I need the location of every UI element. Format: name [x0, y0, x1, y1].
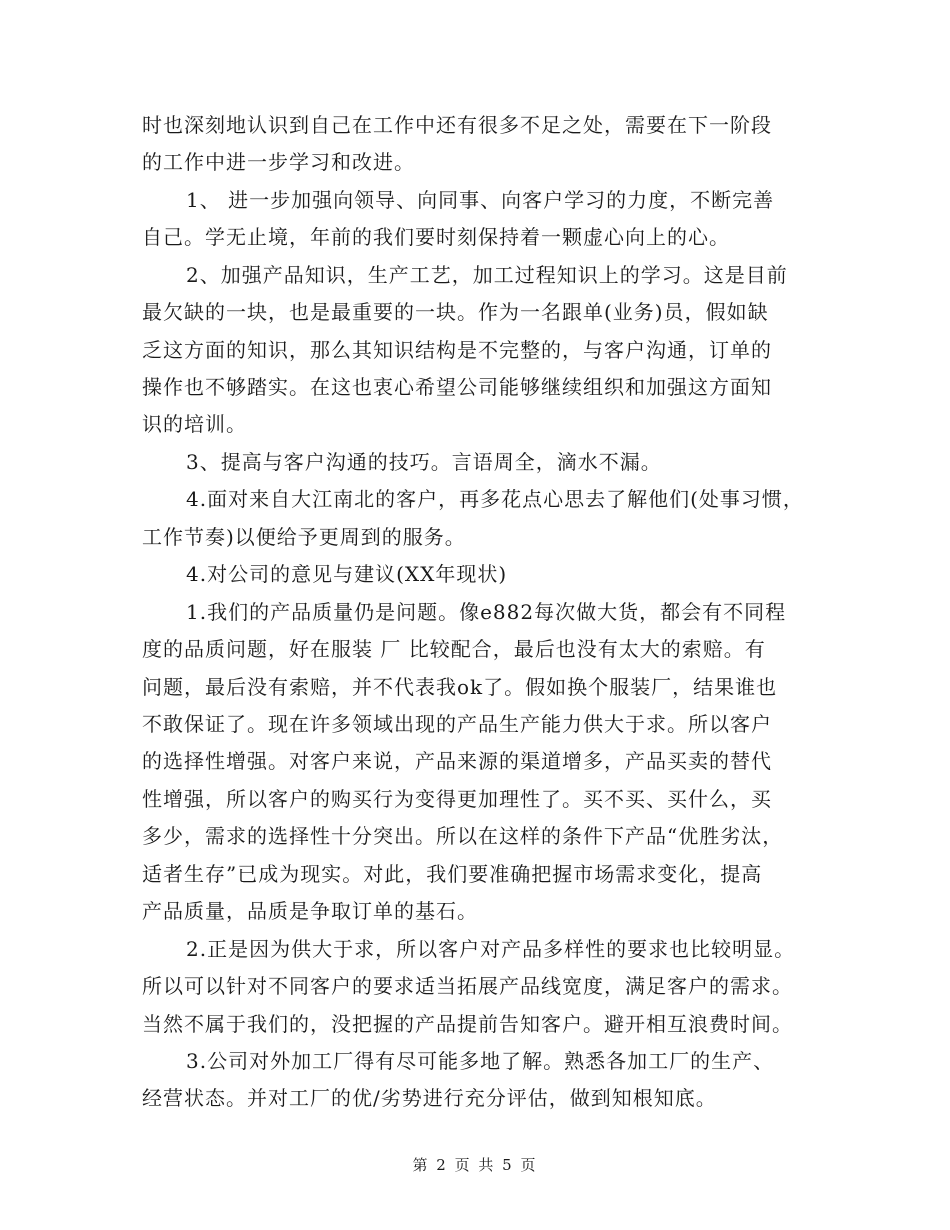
- body-line: 当然不属于我们的，没把握的产品提前告知客户。避开相互浪费时间。: [142, 1012, 793, 1036]
- body-line: 1、 进一步加强向领导、向同事、向客户学习的力度，不断完善: [186, 188, 775, 212]
- body-line: 适者生存”已成为现实。对此，我们要准确把握市场需求变化，提高: [142, 862, 763, 886]
- body-line: 多少，需求的选择性十分突出。所以在这样的条件下产品“优胜劣汰，: [142, 824, 784, 848]
- body-line: 4.面对来自大江南北的客户，再多花点心思去了解他们(处事习惯，: [186, 487, 804, 511]
- body-line: 2.正是因为供大于求，所以客户对产品多样性的要求也比较明显。: [186, 937, 796, 961]
- body-line: 问题，最后没有索赔，并不代表我ok了。假如换个服装厂，结果谁也: [142, 675, 778, 699]
- body-line: 性增强，所以客户的购买行为变得更加理性了。买不买、买什么，买: [142, 787, 772, 811]
- body-line: 自己。学无止境，年前的我们要时刻保持着一颗虚心向上的心。: [142, 225, 730, 249]
- body-line: 产品质量，品质是争取订单的基石。: [142, 899, 478, 923]
- body-line: 不敢保证了。现在许多领域出现的产品生产能力供大于求。所以客户: [142, 712, 772, 736]
- page-number-footer: 第 2 页 共 5 页: [412, 1156, 538, 1174]
- body-line: 乏这方面的知识，那么其知识结构是不完整的，与客户沟通，订单的: [142, 338, 772, 362]
- body-line: 操作也不够踏实。在这也衷心希望公司能够继续组织和加强这方面知: [142, 375, 772, 399]
- body-line: 时也深刻地认识到自己在工作中还有很多不足之处，需要在下一阶段: [142, 113, 772, 137]
- body-line: 识的培训。: [142, 412, 247, 436]
- body-line: 1.我们的产品质量仍是问题。像e882每次做大货，都会有不同程: [186, 600, 787, 624]
- body-line: 3、提高与客户沟通的技巧。言语周全，滴水不漏。: [186, 450, 662, 474]
- body-line: 最欠缺的一块，也是最重要的一块。作为一名跟单(业务)员，假如缺: [142, 300, 769, 324]
- section-heading: 4.对公司的意见与建议(XX年现状): [186, 562, 508, 586]
- body-line: 工作节奏)以便给予更周到的服务。: [142, 525, 466, 549]
- body-line: 经营状态。并对工厂的优/劣势进行充分评估，做到知根知底。: [142, 1086, 717, 1110]
- body-line: 3.公司对外加工厂得有尽可能多地了解。熟悉各加工厂的生产、: [186, 1049, 775, 1073]
- body-line: 2、加强产品知识，生产工艺，加工过程知识上的学习。这是目前: [186, 263, 788, 287]
- body-line: 所以可以针对不同客户的要求适当拓展产品线宽度，满足客户的需求。: [142, 974, 793, 998]
- body-line: 的工作中进一步学习和改进。: [142, 150, 415, 174]
- body-line: 度的品质问题，好在服装 厂 比较配合，最后也没有太大的索赔。有: [142, 637, 766, 661]
- body-line: 的选择性增强。对客户来说，产品来源的渠道增多，产品买卖的替代: [142, 749, 772, 773]
